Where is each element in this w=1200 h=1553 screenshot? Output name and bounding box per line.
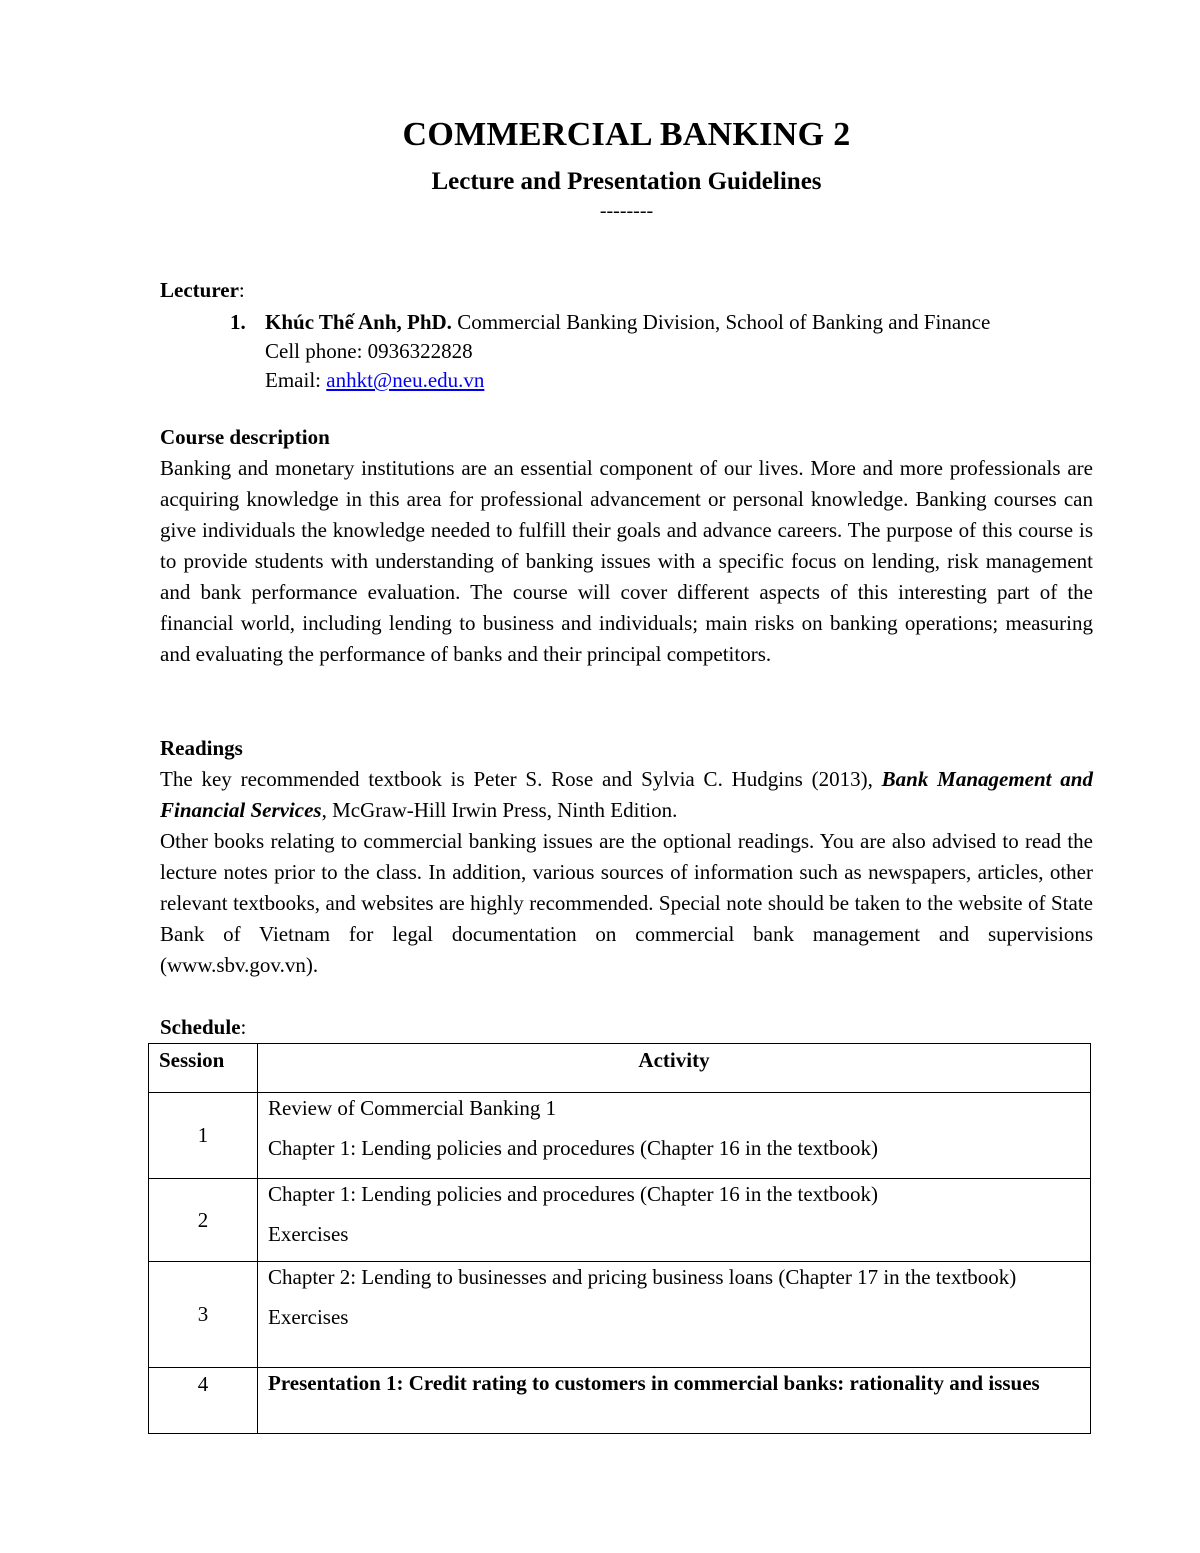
lecturer-name: Khúc Thế Anh, PhD.	[265, 310, 452, 334]
course-description-paragraph: Banking and monetary institutions are an essential component of our lives. More and more professionals are acquiring knowledge in this area for professional advancement or personal knowledge. Banking courses can give individuals the knowledge needed to fulfill their goals and advance careers. The purpose of this course is to provide students with understanding of banking issues with a specific focus on lending, risk management and bank performance evaluation. The course will cover different aspects of this interesting part of the financial world, including lending to business and individuals; main risks on banking operations; measuring and evaluating the performance of banks and their principal competitors.	[160, 456, 1093, 666]
title-divider: --------	[599, 200, 654, 222]
activity-line: Exercises	[268, 1222, 349, 1246]
activity-line: Chapter 1: Lending policies and procedures (Chapter 16 in the textbook)	[268, 1182, 878, 1206]
textbook-title: Bank Management and Financial Services	[160, 767, 1093, 822]
lecturer-heading	[160, 278, 245, 303]
activity-cell	[258, 1179, 1091, 1262]
readings-publisher: , McGraw-Hill Irwin Press, Ninth Edition.	[321, 798, 678, 822]
document-subtitle: Lecture and Presentation Guidelines	[431, 168, 822, 195]
lecturer-affiliation: Commercial Banking Division, School of Banking and Finance	[451, 310, 991, 334]
lecturer-name-line	[265, 308, 1095, 337]
activity-line: Chapter 2: Lending to businesses and pricing business loans (Chapter 17 in the textbook)	[268, 1265, 1017, 1289]
schedule-label: Schedule	[160, 1015, 241, 1039]
schedule-header-row	[149, 1044, 1091, 1093]
readings-paragraph-1	[160, 764, 1093, 826]
course-description-heading: Course description	[160, 425, 330, 449]
session-number: 3	[149, 1262, 258, 1368]
presentation-title: Presentation 1: Credit rating to customers in commercial banks: rationality and issues	[268, 1371, 1040, 1395]
lecturer-entry	[265, 308, 1095, 395]
readings-paragraph-2: Other books relating to commercial banking issues are the optional readings. You are also advised to read the lecture notes prior to the class. In addition, various sources of information such as newspapers, articles, other relevant textbooks, and websites are highly recommended. Special note should be taken to the website of State Bank of Vietnam for legal documentation on commercial bank management and supervisions (www.sbv.gov.vn).	[160, 829, 1093, 977]
lecturer-label: Lecturer	[160, 278, 239, 302]
activity-line: Exercises	[268, 1305, 349, 1329]
activity-cell	[258, 1093, 1091, 1179]
readings-heading: Readings	[160, 736, 243, 760]
lecturer-phone: Cell phone: 0936322828	[265, 339, 473, 363]
readings-intro: The key recommended textbook is Peter S. Rose and Sylvia C. Hudgins (2013),	[160, 767, 882, 791]
lecturer-colon: :	[238, 278, 245, 302]
email-label: Email:	[265, 368, 327, 392]
schedule-colon: :	[240, 1015, 247, 1039]
table-row	[149, 1368, 1091, 1434]
email-link[interactable]: anhkt@neu.edu.vn	[326, 368, 485, 392]
schedule-table	[148, 1043, 1091, 1434]
schedule-heading	[160, 1015, 246, 1040]
activity-cell	[258, 1368, 1091, 1434]
table-row	[149, 1262, 1091, 1368]
session-number: 2	[149, 1179, 258, 1262]
activity-line: Chapter 1: Lending policies and procedures (Chapter 16 in the textbook)	[268, 1136, 878, 1160]
document-page	[160, 0, 1093, 1553]
activity-column-header: Activity	[258, 1044, 1091, 1093]
lecturer-number: 1.	[230, 310, 246, 334]
session-number: 4	[149, 1368, 258, 1434]
document-title: COMMERCIAL BANKING 2	[402, 116, 851, 153]
course-description-text	[160, 453, 1093, 670]
lecturer-email-line	[265, 366, 1095, 395]
table-row	[149, 1093, 1091, 1179]
activity-cell	[258, 1262, 1091, 1368]
session-column-header: Session	[149, 1044, 258, 1093]
table-row	[149, 1179, 1091, 1262]
activity-line: Review of Commercial Banking 1	[268, 1096, 557, 1120]
session-number: 1	[149, 1093, 258, 1179]
readings-text	[160, 764, 1093, 981]
